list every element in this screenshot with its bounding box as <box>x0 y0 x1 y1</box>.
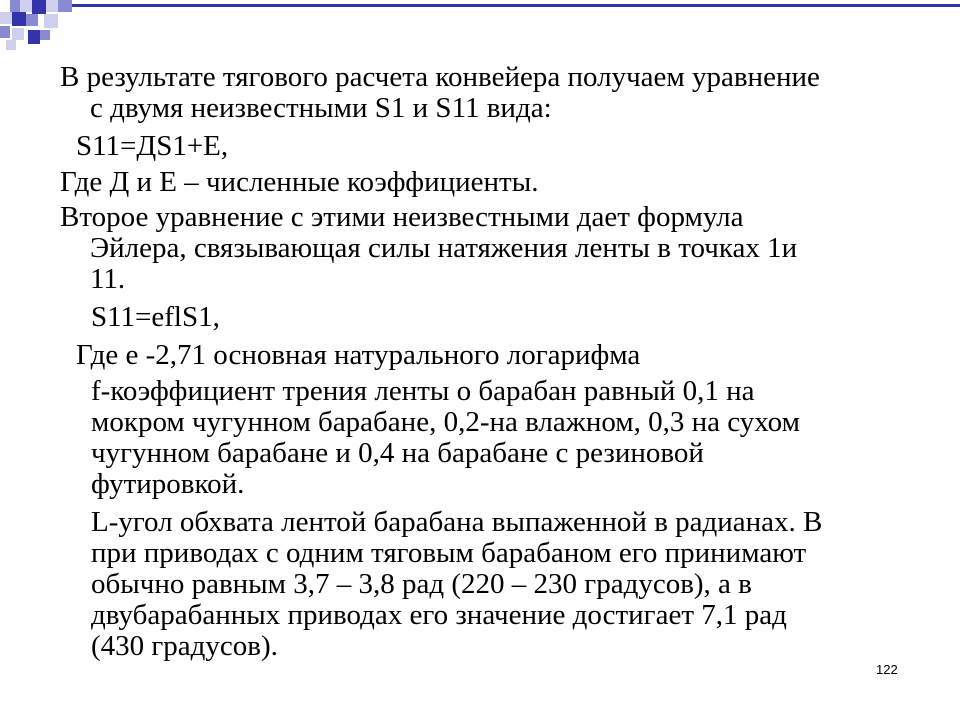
text-line: с двумя неизвестными S1 и S11 вида: <box>90 92 552 124</box>
paragraph-e-definition <box>76 340 640 371</box>
paragraph-l-definition <box>91 507 822 662</box>
text-line: S11=ДS1+E, <box>76 130 229 162</box>
text-line: футировкой. <box>91 468 245 500</box>
paragraph-coefficients <box>60 167 538 198</box>
text-line: В результате тягового расчета конвейера получаем уравнение <box>60 61 820 93</box>
paragraph-formula-1 <box>76 131 228 162</box>
text-line: чугунном барабане и 0,4 на барабане с резиновой <box>91 437 704 469</box>
paragraph-formula-2 <box>91 302 220 333</box>
text-line: Где Д и Е – численные коэффициенты. <box>60 166 539 198</box>
paragraph-equation-intro <box>60 62 820 124</box>
paragraph-second-equation <box>60 202 797 295</box>
text-line: L-угол обхвата лентой барабана выпаженной в радианах. В <box>91 506 823 538</box>
text-line: двубарабанных приводах его значение достигает 7,1 рад <box>91 599 787 631</box>
text-line: обычно равным 3,7 – 3,8 рад (220 – 230 градусов), а в <box>91 568 752 600</box>
text-line: Эйлера, связывающая силы натяжения ленты в точках 1и <box>90 232 798 264</box>
text-line: Второе уравнение с этими неизвестными дает формула <box>60 201 744 233</box>
paragraph-f-definition <box>91 376 800 500</box>
text-line: 11. <box>90 263 126 295</box>
text-line: при приводах с одним тяговым барабаном его принимают <box>91 537 807 569</box>
page-number: 122 <box>876 662 898 677</box>
text-line: S11=eflS1, <box>91 301 220 333</box>
text-line: f-коэффициент трения ленты о барабан равный 0,1 на <box>91 375 755 407</box>
text-line: Где е -2,71 основная натурального логарифма <box>76 339 641 371</box>
text-line: (430 градусов). <box>91 630 278 662</box>
text-line: мокром чугунном барабане, 0,2-на влажном, 0,3 на сухом <box>91 406 800 438</box>
